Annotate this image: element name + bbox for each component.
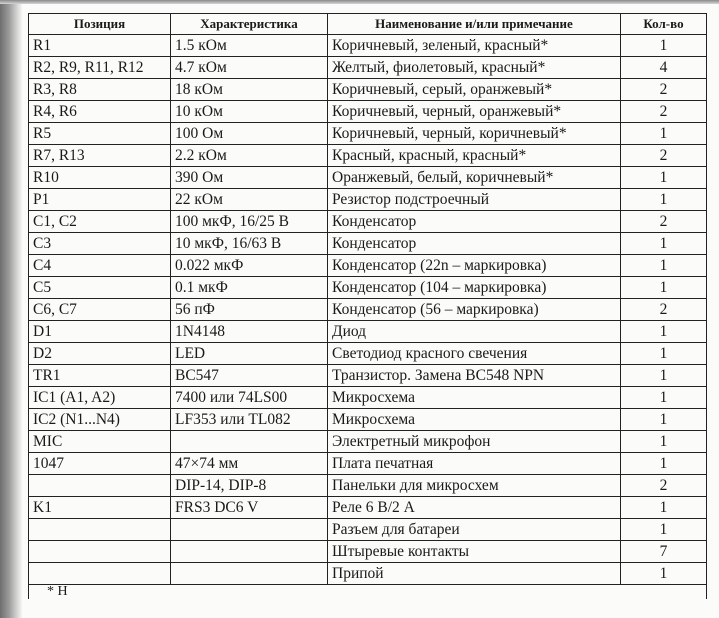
table-row bbox=[29, 475, 707, 497]
position-cell: R10 bbox=[29, 167, 171, 189]
header-quantity: Кол-во bbox=[621, 14, 707, 35]
footnote: * Н bbox=[29, 585, 707, 600]
position-cell bbox=[29, 475, 171, 497]
position-cell: IC1 (A1, A2) bbox=[29, 387, 171, 409]
name-cell: Коричневый, черный, оранжевый* bbox=[328, 101, 621, 123]
position-cell: R1 bbox=[29, 35, 171, 57]
table-row bbox=[29, 189, 707, 211]
characteristic-cell: BC547 bbox=[171, 365, 328, 387]
table-row bbox=[29, 123, 707, 145]
table-row bbox=[29, 101, 707, 123]
name-cell: Конденсатор (104 – маркировка) bbox=[328, 277, 621, 299]
position-cell bbox=[29, 519, 171, 541]
name-cell: Конденсатор bbox=[328, 233, 621, 255]
characteristic-cell: 1N4148 bbox=[171, 321, 328, 343]
characteristic-cell bbox=[171, 431, 328, 453]
quantity-cell: 4 bbox=[621, 57, 707, 79]
table-row bbox=[29, 233, 707, 255]
name-cell: Коричневый, серый, оранжевый* bbox=[328, 79, 621, 101]
name-cell: Штыревые контакты bbox=[328, 541, 621, 563]
table-row bbox=[29, 35, 707, 57]
characteristic-cell: 7400 или 74LS00 bbox=[171, 387, 328, 409]
quantity-cell: 2 bbox=[621, 211, 707, 233]
table-row bbox=[29, 57, 707, 79]
position-cell: C3 bbox=[29, 233, 171, 255]
position-cell: C1, C2 bbox=[29, 211, 171, 233]
name-cell: Конденсатор bbox=[328, 211, 621, 233]
footnote-row bbox=[29, 585, 707, 600]
quantity-cell: 2 bbox=[621, 145, 707, 167]
table-row bbox=[29, 365, 707, 387]
table-row bbox=[29, 343, 707, 365]
name-cell: Конденсатор (22n – маркировка) bbox=[328, 255, 621, 277]
position-cell: R3, R8 bbox=[29, 79, 171, 101]
characteristic-cell: LF353 или TL082 bbox=[171, 409, 328, 431]
quantity-cell: 1 bbox=[621, 123, 707, 145]
position-cell: C4 bbox=[29, 255, 171, 277]
quantity-cell: 2 bbox=[621, 299, 707, 321]
position-cell: R2, R9, R11, R12 bbox=[29, 57, 171, 79]
characteristic-cell: 1.5 кОм bbox=[171, 35, 328, 57]
characteristic-cell: 2.2 кОм bbox=[171, 145, 328, 167]
position-cell: IC2 (N1...N4) bbox=[29, 409, 171, 431]
name-cell: Микросхема bbox=[328, 409, 621, 431]
characteristic-cell bbox=[171, 541, 328, 563]
table-row bbox=[29, 409, 707, 431]
name-cell: Панельки для микросхем bbox=[328, 475, 621, 497]
table-row bbox=[29, 145, 707, 167]
position-cell: 1047 bbox=[29, 453, 171, 475]
characteristic-cell: 18 кОм bbox=[171, 79, 328, 101]
quantity-cell: 1 bbox=[621, 35, 707, 57]
quantity-cell: 1 bbox=[621, 497, 707, 519]
table-row bbox=[29, 277, 707, 299]
header-position: Позиция bbox=[29, 14, 171, 35]
name-cell: Диод bbox=[328, 321, 621, 343]
quantity-cell: 1 bbox=[621, 365, 707, 387]
table-row bbox=[29, 541, 707, 563]
quantity-cell: 2 bbox=[621, 101, 707, 123]
quantity-cell: 2 bbox=[621, 475, 707, 497]
name-cell: Резистор подстроечный bbox=[328, 189, 621, 211]
characteristic-cell bbox=[171, 519, 328, 541]
position-cell: TR1 bbox=[29, 365, 171, 387]
characteristic-cell: 0.1 мкФ bbox=[171, 277, 328, 299]
position-cell: R7, R13 bbox=[29, 145, 171, 167]
name-cell: Микросхема bbox=[328, 387, 621, 409]
table-header-row bbox=[29, 14, 707, 35]
table-row bbox=[29, 387, 707, 409]
table-row bbox=[29, 211, 707, 233]
characteristic-cell bbox=[171, 563, 328, 585]
quantity-cell: 1 bbox=[621, 167, 707, 189]
position-cell bbox=[29, 563, 171, 585]
characteristic-cell: DIP-14, DIP-8 bbox=[171, 475, 328, 497]
quantity-cell: 1 bbox=[621, 189, 707, 211]
name-cell: Плата печатная bbox=[328, 453, 621, 475]
position-cell: C5 bbox=[29, 277, 171, 299]
name-cell: Транзистор. Замена BC548 NPN bbox=[328, 365, 621, 387]
name-cell: Красный, красный, красный* bbox=[328, 145, 621, 167]
table-row bbox=[29, 255, 707, 277]
quantity-cell: 1 bbox=[621, 563, 707, 585]
characteristic-cell: LED bbox=[171, 343, 328, 365]
table-row bbox=[29, 167, 707, 189]
table-row bbox=[29, 519, 707, 541]
position-cell: R4, R6 bbox=[29, 101, 171, 123]
position-cell: C6, C7 bbox=[29, 299, 171, 321]
table-row bbox=[29, 563, 707, 585]
parts-list-table bbox=[28, 13, 707, 599]
header-name-note: Наименование и/или примечание bbox=[328, 14, 621, 35]
name-cell: Коричневый, зеленый, красный* bbox=[328, 35, 621, 57]
page-binding-shadow bbox=[0, 0, 22, 618]
quantity-cell: 1 bbox=[621, 409, 707, 431]
quantity-cell: 1 bbox=[621, 277, 707, 299]
name-cell: Разъем для батареи bbox=[328, 519, 621, 541]
quantity-cell: 1 bbox=[621, 387, 707, 409]
table-row bbox=[29, 299, 707, 321]
quantity-cell: 1 bbox=[621, 233, 707, 255]
name-cell: Желтый, фиолетовый, красный* bbox=[328, 57, 621, 79]
position-cell: D2 bbox=[29, 343, 171, 365]
characteristic-cell: 56 пФ bbox=[171, 299, 328, 321]
position-cell: D1 bbox=[29, 321, 171, 343]
table-row bbox=[29, 431, 707, 453]
position-cell: MIC bbox=[29, 431, 171, 453]
quantity-cell: 2 bbox=[621, 79, 707, 101]
characteristic-cell: 100 Ом bbox=[171, 123, 328, 145]
table-row bbox=[29, 453, 707, 475]
characteristic-cell: 390 Ом bbox=[171, 167, 328, 189]
name-cell: Светодиод красного свечения bbox=[328, 343, 621, 365]
characteristic-cell: 100 мкФ, 16/25 В bbox=[171, 211, 328, 233]
characteristic-cell: 4.7 кОм bbox=[171, 57, 328, 79]
characteristic-cell: 47×74 мм bbox=[171, 453, 328, 475]
characteristic-cell: 10 кОм bbox=[171, 101, 328, 123]
characteristic-cell: 22 кОм bbox=[171, 189, 328, 211]
quantity-cell: 7 bbox=[621, 541, 707, 563]
quantity-cell: 1 bbox=[621, 519, 707, 541]
quantity-cell: 1 bbox=[621, 321, 707, 343]
name-cell: Оранжевый, белый, коричневый* bbox=[328, 167, 621, 189]
quantity-cell: 1 bbox=[621, 255, 707, 277]
name-cell: Реле 6 В/2 А bbox=[328, 497, 621, 519]
position-cell: K1 bbox=[29, 497, 171, 519]
quantity-cell: 1 bbox=[621, 453, 707, 475]
name-cell: Конденсатор (56 – маркировка) bbox=[328, 299, 621, 321]
table-row bbox=[29, 321, 707, 343]
name-cell: Припой bbox=[328, 563, 621, 585]
characteristic-cell: 10 мкФ, 16/63 В bbox=[171, 233, 328, 255]
characteristic-cell: 0.022 мкФ bbox=[171, 255, 328, 277]
name-cell: Коричневый, черный, коричневый* bbox=[328, 123, 621, 145]
position-cell: R5 bbox=[29, 123, 171, 145]
characteristic-cell: FRS3 DC6 V bbox=[171, 497, 328, 519]
header-characteristic: Характеристика bbox=[171, 14, 328, 35]
position-cell: P1 bbox=[29, 189, 171, 211]
position-cell bbox=[29, 541, 171, 563]
table-row bbox=[29, 79, 707, 101]
name-cell: Электретный микрофон bbox=[328, 431, 621, 453]
quantity-cell: 1 bbox=[621, 343, 707, 365]
page-edge bbox=[0, 0, 719, 4]
quantity-cell: 1 bbox=[621, 431, 707, 453]
table-row bbox=[29, 497, 707, 519]
